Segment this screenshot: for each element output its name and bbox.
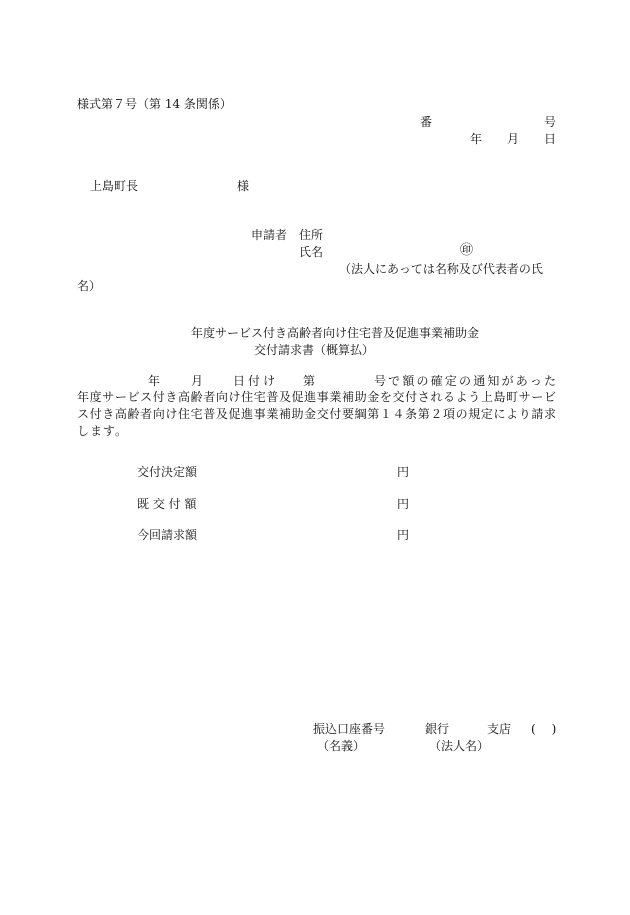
body-line4: します。: [77, 424, 129, 438]
corp-name-label: （法人名）: [429, 739, 490, 753]
body-paragraph: [77, 389, 556, 440]
addressee-name: 上島町長: [90, 179, 139, 193]
document-title-line1: 年度サービス付き高齢者向け住宅普及促進事業補助金: [191, 326, 480, 340]
date-month-label: 月: [507, 132, 520, 146]
body-line3: ス付き高齢者向け住宅普及促進事業補助金交付要綱第１４条第２項の規定により請求: [77, 407, 556, 421]
body-dai-label: 第: [303, 374, 316, 388]
bank-account-label: 振込口座番号: [313, 722, 386, 736]
body-date-label: 日付け: [233, 374, 279, 388]
seal-mark: ㊞: [460, 243, 474, 258]
document-title-line2: 交付請求書（概算払）: [254, 343, 375, 357]
applicant-address-label: 住所: [299, 228, 324, 242]
amount-unit-paid: 円: [397, 497, 410, 511]
body-line2: 年度サービス付き高齢者向け住宅普及促進事業補助金を交付されるよう上島町サービ: [77, 390, 556, 404]
number-label-go: 号: [544, 115, 557, 129]
applicant-name-label: 氏名: [299, 245, 324, 259]
amount-unit-current: 円: [397, 528, 410, 542]
bank-label: 銀行: [425, 722, 450, 736]
body-month-label: 月: [191, 374, 204, 388]
body-year-label: 年: [148, 374, 161, 388]
applicant-label: 申請者: [251, 228, 288, 242]
account-holder-label: （名義）: [317, 739, 366, 753]
applicant-note-line2: 名）: [77, 279, 102, 293]
amount-unit-decided: 円: [397, 465, 410, 479]
body-line1-rest: 号で額の確定の通知があった: [374, 374, 556, 388]
date-day-label: 日: [544, 132, 557, 146]
number-label-ban: 番: [420, 115, 433, 129]
amount-label-paid: 既 交 付 額: [137, 497, 197, 511]
form-number: 様式第７号（第 14 条関係）: [77, 97, 232, 111]
branch-label: 支店: [487, 722, 512, 736]
amount-label-current: 今回請求額: [137, 528, 198, 542]
date-year-label: 年: [470, 132, 483, 146]
applicant-note-line1: （法人にあっては名称及び代表者の氏: [339, 262, 543, 276]
addressee-honorific: 様: [237, 179, 250, 193]
amount-label-decided: 交付決定額: [137, 465, 198, 479]
branch-paren: ( ): [531, 722, 559, 736]
